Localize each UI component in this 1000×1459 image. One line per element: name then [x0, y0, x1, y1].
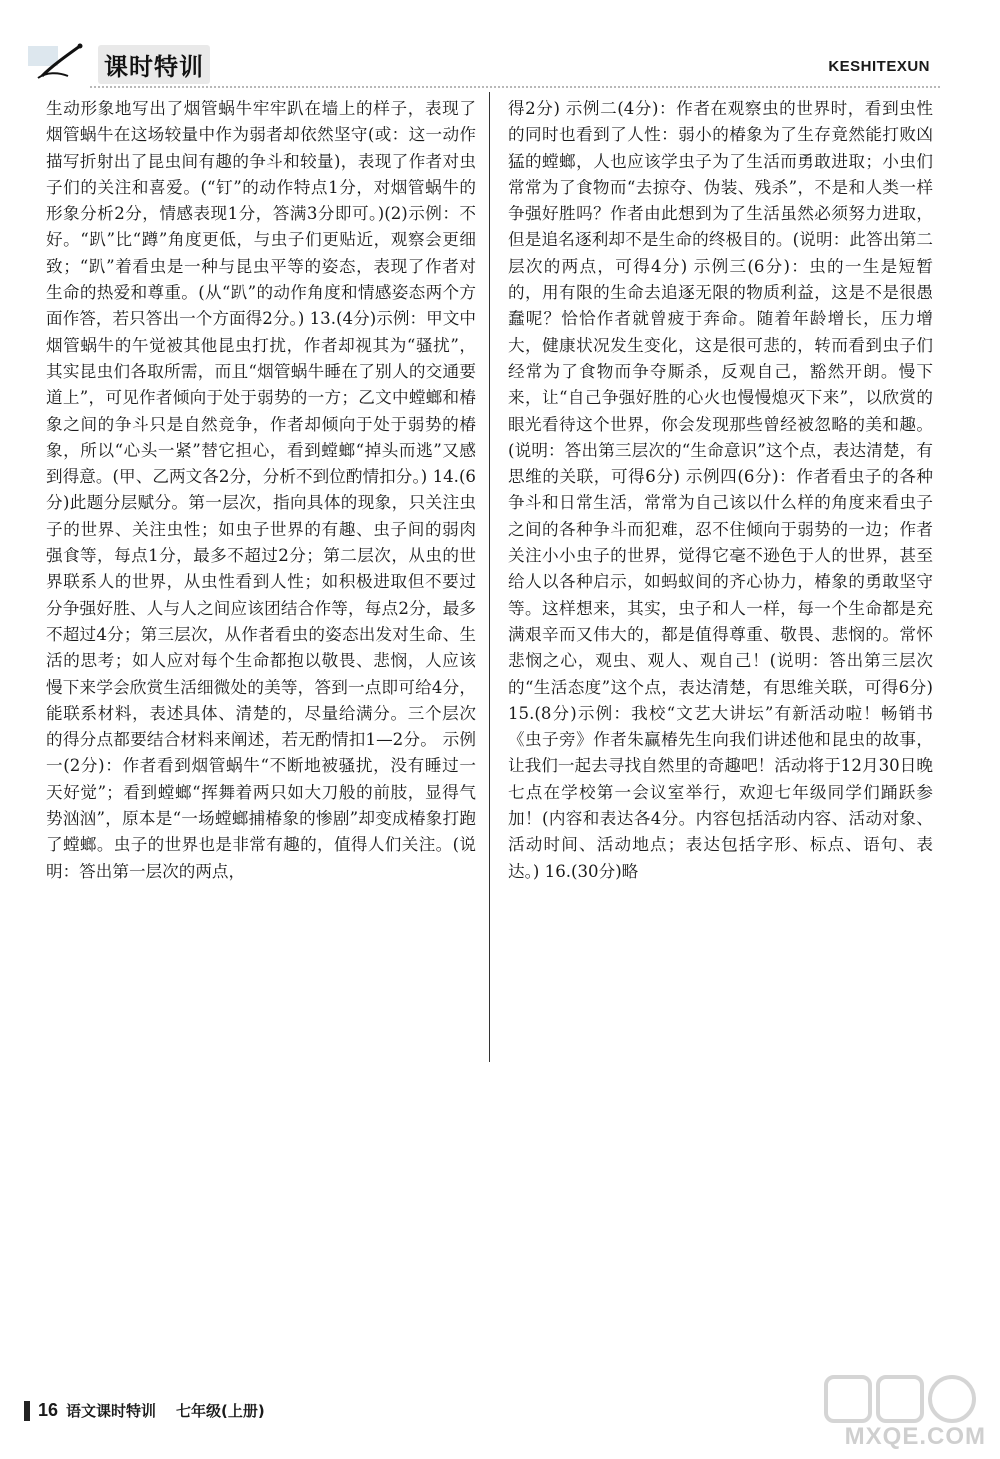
- answer-column-left: 生动形象地写出了烟管蜗牛牢牢趴在墙上的样子，表现了烟管蜗牛在这场较量中作为弱者却依然坚守(或：这一动作描写折射出了昆虫间有趣的争斗和较量)，表现了作者对虫子们的关注和喜爱。(“钉”的动作特点1分，对烟管蜗牛的形象分析2分，情感表现1分，答满3分即可。)(2)示例：不好。“趴”比“蹲”角度更低，与虫子们更贴近，观察会更细致；“趴”着看虫是一种与昆虫平等的姿态，表现了作者对生命的热爱和尊重。(从“趴”的动作角度和情感姿态两个方面作答，若只答出一个方面得2分。) 13.(4分)示例：甲文中烟管蜗牛的午觉被其他昆虫打扰，作者却视其为“骚扰”，其实昆虫们各取所需，而且“烟管蜗牛睡在了别人的交通要道上”，可见作者倾向于处于弱势的一方；乙文中螳螂和椿象之间的争斗只是自然竞争，作者却倾向于处于弱势的椿象，所以“心头一紧”替它担心，看到螳螂“掉头而逃”又感到得意。(甲、乙两文各2分，分析不到位酌情扣分。) 14.(6分)此题分层赋分。第一层次，指向具体的现象，只关注虫子的世界、关注虫性；如虫子世界的有趣、虫子间的弱肉强食等，每点1分，最多不超过2分；第二层次，从虫的世界联系人的世界，从虫性看到人性；如积极进取但不要过分争强好胜、人与人之间应该团结合作等，每点2分，最多不超过4分；第三层次，从作者看虫的姿态出发对生命、生活的思考；如人应对每个生命都抱以敬畏、悲悯，人应该慢下来学会欣赏生活细微处的美等，答到一点即可给4分，能联系材料，表述具体、清楚的，尽量给满分。三个层次的得分点都要结合材料来阐述，若无酌情扣1—2分。 示例一(2分)：作者看到烟管蜗牛“不断地被骚扰，没有睡过一天好觉”；看到螳螂“挥舞着两只如大刀般的前肢，显得气势汹汹”，原本是“一场螳螂捕椿象的惨剧”却变成椿象打跑了螳螂。虫子的世界也是非常有趣的，值得人们关注。(说明：答出第一层次的两点，: [46, 99, 476, 881]
- column-divider: [489, 92, 490, 1062]
- brand: [98, 45, 210, 84]
- watermark: [786, 1373, 986, 1451]
- header-code: KESHITEXUN: [828, 58, 930, 75]
- watermark-domain: MXQE.COM: [844, 1423, 986, 1450]
- answer-column-right: 得2分) 示例二(4分)：作者在观察虫的世界时，看到虫性的同时也看到了人性：弱小的椿象为了生存竟然能打败凶猛的螳螂，人也应该学虫子为了生活而勇敢进取；小虫们常常为了食物而“去掠夺、伪装、残杀”，不是和人类一样争强好胜吗？作者由此想到为了生活虽然必须努力进取，但是追名逐利却不是生命的终极目的。(说明：此答出第二层次的两点，可得4分) 示例三(6分)：虫的一生是短暂的，用有限的生命去追逐无限的物质利益，这是不是很愚蠢呢？恰恰作者就曾疲于奔命。随着年龄增长，压力增大，健康状况发生变化，这是很可悲的，转而看到虫子们经常为了食物而争夺厮杀，反观自己，豁然开朗。慢下来，让“自己争强好胜的心火也慢慢熄灭下来”，以欣赏的眼光看待这个世界，你会发现那些曾经被忽略的美和趣。(说明：答出第三层次的“生命意识”这个点，表达清楚，有思维的关联，可得6分) 示例四(6分)：作者看虫子的各种争斗和日常生活，常常为自己该以什么样的角度来看虫子之间的各种争斗而犯难，忍不住倾向于弱势的一边；作者关注小小虫子的世界，觉得它毫不逊色于人的世界，甚至给人以各种启示，如蚂蚁间的齐心协力，椿象的勇敢坚守等。这样想来，其实，虫子和人一样，每一个生命都是充满艰辛而又伟大的，都是值得尊重、敬畏、悲悯的。常怀悲悯之心，观虫、观人、观自己！(说明：答出第三层次的“生活态度”这个点，表达清楚，有思维关联，可得6分) 15.(8分)示例：我校“文艺大讲坛”有新活动啦！畅销书《虫子旁》作者朱赢椿先生向我们讲述他和昆虫的故事，让我们一起去寻找自然里的奇趣吧！活动将于12月30日晚七点在学校第一会议室举行，欢迎七年级同学们踊跃参加！(内容和表达各4分。内容包括活动内容、活动对象、活动时间、活动地点；表达包括字形、标点、语句、表达。) 16.(30分)略: [508, 99, 933, 881]
- brand-title: 课时特训: [98, 45, 210, 84]
- watermark-seal-icon: [786, 1373, 986, 1425]
- page-header: [0, 0, 1000, 95]
- footer-bar: [24, 1401, 30, 1421]
- grade-label: 七年级(上册): [176, 1402, 265, 1420]
- pen-hand-logo-icon: [28, 42, 88, 82]
- header-dotted-rule: [90, 86, 940, 88]
- page-number: 16: [38, 1400, 59, 1420]
- book-title: 语文课时特训: [66, 1402, 157, 1420]
- page-footer: [24, 1400, 265, 1421]
